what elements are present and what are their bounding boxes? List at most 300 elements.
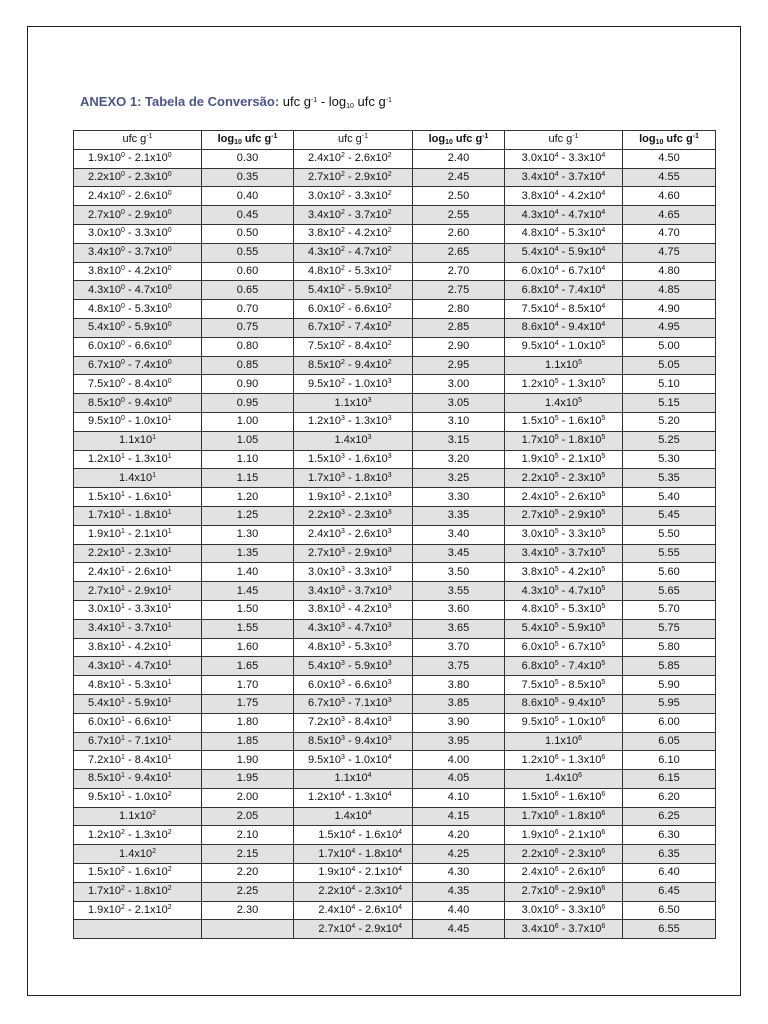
table-row <box>74 807 716 826</box>
ufc-range-cell: $8.6x10^4 - 9.4x10^4$ <box>505 318 623 337</box>
ufc-range-cell: $1.5x10^4 - 1.6x10^4$ <box>294 826 413 845</box>
table-row <box>74 525 716 544</box>
ufc-range-cell: $3.4x10^3 - 3.7x10^3$ <box>294 582 413 601</box>
ufc-range-cell: $1.7x10^2 - 1.8x10^2$ <box>74 882 202 901</box>
log-value-cell: 4.05 <box>413 770 505 789</box>
log-value-cell: 3.20 <box>413 450 505 469</box>
header-log: $\log_{10}$ ufc $g^{-1}$ <box>623 131 716 150</box>
ufc-range-cell: $2.7x10^6 - 2.9x10^6$ <box>505 882 623 901</box>
ufc-range-cell: $3.8x10^2 - 4.2x10^2$ <box>294 224 413 243</box>
table-row <box>74 394 716 413</box>
log-value-cell: 1.85 <box>202 732 294 751</box>
ufc-range-cell: $1.1x10^2$ <box>74 807 202 826</box>
log-value-cell: 6.45 <box>623 882 716 901</box>
ufc-range-cell: $1.4x10^6$ <box>505 770 623 789</box>
ufc-range-cell: $2.2x10^6 - 2.3x10^6$ <box>505 845 623 864</box>
log-value-cell: 2.70 <box>413 262 505 281</box>
table-row <box>74 582 716 601</box>
table-row <box>74 901 716 920</box>
ufc-range-cell: $1.5x10^1 - 1.6x10^1$ <box>74 488 202 507</box>
ufc-range-cell: $1.9x10^3 - 2.1x10^3$ <box>294 488 413 507</box>
table-row <box>74 732 716 751</box>
ufc-range-cell: $8.6x10^5 - 9.4x10^5$ <box>505 694 623 713</box>
log-value-cell: 6.20 <box>623 788 716 807</box>
log-value-cell: 6.25 <box>623 807 716 826</box>
log-value-cell: 4.00 <box>413 751 505 770</box>
ufc-range-cell: $7.5x10^2 - 8.4x10^2$ <box>294 337 413 356</box>
log-value-cell: 5.35 <box>623 469 716 488</box>
ufc-range-cell: $1.2x10^4 - 1.3x10^4$ <box>294 788 413 807</box>
ufc-range-cell: $4.8x10^4 - 5.3x10^4$ <box>505 224 623 243</box>
ufc-range-cell: $5.4x10^0 - 5.9x10^0$ <box>74 318 202 337</box>
log-value-cell: 2.40 <box>413 149 505 168</box>
header-ufc: ufc $g^{-1}$ <box>74 131 202 150</box>
ufc-range-cell: $6.7x10^0 - 7.4x10^0$ <box>74 356 202 375</box>
ufc-range-cell: $4.8x10^2 - 5.3x10^2$ <box>294 262 413 281</box>
header-log: $\log_{10}$ ufc $g^{-1}$ <box>202 131 294 150</box>
ufc-range-cell <box>74 920 202 939</box>
ufc-range-cell: $7.2x10^1 - 8.4x10^1$ <box>74 751 202 770</box>
log-value-cell: 0.35 <box>202 168 294 187</box>
table-row <box>74 412 716 431</box>
log-value-cell: 0.60 <box>202 262 294 281</box>
log-value-cell: 5.70 <box>623 600 716 619</box>
log-value-cell: 0.90 <box>202 375 294 394</box>
table-row <box>74 262 716 281</box>
ufc-range-cell: $4.8x10^5 - 5.3x10^5$ <box>505 600 623 619</box>
log-value-cell: 1.15 <box>202 469 294 488</box>
log-value-cell: 4.35 <box>413 882 505 901</box>
ufc-range-cell: $3.0x10^4 - 3.3x10^4$ <box>505 149 623 168</box>
log-value-cell: 2.80 <box>413 300 505 319</box>
ufc-range-cell: $8.5x10^2 - 9.4x10^2$ <box>294 356 413 375</box>
ufc-range-cell: $6.7x10^3 - 7.1x10^3$ <box>294 694 413 713</box>
ufc-range-cell: $1.7x10^1 - 1.8x10^1$ <box>74 506 202 525</box>
ufc-range-cell: $9.5x10^4 - 1.0x10^5$ <box>505 337 623 356</box>
log-value-cell: 3.05 <box>413 394 505 413</box>
ufc-range-cell: $6.0x10^3 - 6.6x10^3$ <box>294 676 413 695</box>
table-row <box>74 300 716 319</box>
ufc-range-cell: $2.7x10^4 - 2.9x10^4$ <box>294 920 413 939</box>
table-row <box>74 488 716 507</box>
ufc-range-cell: $1.2x10^1 - 1.3x10^1$ <box>74 450 202 469</box>
ufc-range-cell: $6.7x10^2 - 7.4x10^2$ <box>294 318 413 337</box>
log-value-cell: 1.55 <box>202 619 294 638</box>
ufc-range-cell: $2.7x10^3 - 2.9x10^3$ <box>294 544 413 563</box>
table-row <box>74 694 716 713</box>
ufc-range-cell: $3.0x10^0 - 3.3x10^0$ <box>74 224 202 243</box>
ufc-range-cell: $3.0x10^2 - 3.3x10^2$ <box>294 187 413 206</box>
ufc-range-cell: $5.4x10^4 - 5.9x10^4$ <box>505 243 623 262</box>
table-row <box>74 882 716 901</box>
log-value-cell: 4.30 <box>413 864 505 883</box>
log-value-cell: 2.75 <box>413 281 505 300</box>
conversion-table <box>73 130 716 939</box>
ufc-range-cell: $1.2x10^6 - 1.3x10^6$ <box>505 751 623 770</box>
log-value-cell: 2.85 <box>413 318 505 337</box>
log-value-cell: 2.05 <box>202 807 294 826</box>
ufc-range-cell: $2.4x10^1 - 2.6x10^1$ <box>74 563 202 582</box>
log-value-cell: 1.20 <box>202 488 294 507</box>
ufc-range-cell: $6.0x10^1 - 6.6x10^1$ <box>74 713 202 732</box>
ufc-range-cell: $6.7x10^1 - 7.1x10^1$ <box>74 732 202 751</box>
log-value-cell: 5.55 <box>623 544 716 563</box>
log-value-cell: 5.30 <box>623 450 716 469</box>
log-value-cell: 6.55 <box>623 920 716 939</box>
log-value-cell: 1.75 <box>202 694 294 713</box>
table-row <box>74 845 716 864</box>
log-value-cell: 1.00 <box>202 412 294 431</box>
ufc-range-cell: $2.7x10^2 - 2.9x10^2$ <box>294 168 413 187</box>
ufc-range-cell: $6.0x10^2 - 6.6x10^2$ <box>294 300 413 319</box>
log-value-cell: 0.55 <box>202 243 294 262</box>
header-ufc: ufc $g^{-1}$ <box>294 131 413 150</box>
ufc-range-cell: $3.8x10^0 - 4.2x10^0$ <box>74 262 202 281</box>
ufc-range-cell: $8.5x10^0 - 9.4x10^0$ <box>74 394 202 413</box>
table-row <box>74 544 716 563</box>
ufc-range-cell: $5.4x10^3 - 5.9x10^3$ <box>294 657 413 676</box>
log-value-cell: 2.30 <box>202 901 294 920</box>
log-value-cell: 6.05 <box>623 732 716 751</box>
log-value-cell: 5.95 <box>623 694 716 713</box>
log-value-cell: 0.30 <box>202 149 294 168</box>
log-value-cell: 0.75 <box>202 318 294 337</box>
table-row <box>74 657 716 676</box>
table-row <box>74 788 716 807</box>
log-value-cell: 3.35 <box>413 506 505 525</box>
ufc-range-cell: $7.2x10^3 - 8.4x10^3$ <box>294 713 413 732</box>
ufc-range-cell: $3.4x10^6 - 3.7x10^6$ <box>505 920 623 939</box>
log-value-cell: 6.15 <box>623 770 716 789</box>
ufc-range-cell: $1.9x10^1 - 2.1x10^1$ <box>74 525 202 544</box>
log-value-cell: 6.35 <box>623 845 716 864</box>
ufc-range-cell: $1.4x10^5$ <box>505 394 623 413</box>
log-value-cell: 1.70 <box>202 676 294 695</box>
log-value-cell: 1.35 <box>202 544 294 563</box>
log-value-cell: 4.55 <box>623 168 716 187</box>
log-value-cell: 1.90 <box>202 751 294 770</box>
ufc-range-cell: $5.4x10^2 - 5.9x10^2$ <box>294 281 413 300</box>
log-value-cell: 3.80 <box>413 676 505 695</box>
log-value-cell: 5.05 <box>623 356 716 375</box>
log-value-cell: 4.65 <box>623 206 716 225</box>
ufc-range-cell: $1.9x10^2 - 2.1x10^2$ <box>74 901 202 920</box>
log-value-cell: 4.75 <box>623 243 716 262</box>
log-value-cell: 3.95 <box>413 732 505 751</box>
ufc-range-cell: $4.3x10^2 - 4.7x10^2$ <box>294 243 413 262</box>
table-row <box>74 770 716 789</box>
table-row <box>74 149 716 168</box>
log-value-cell: 3.10 <box>413 412 505 431</box>
log-value-cell: 3.15 <box>413 431 505 450</box>
table-row <box>74 864 716 883</box>
table-row <box>74 506 716 525</box>
table-row <box>74 356 716 375</box>
log-value-cell: 5.10 <box>623 375 716 394</box>
log-value-cell: 4.70 <box>623 224 716 243</box>
log-value-cell: 1.05 <box>202 431 294 450</box>
ufc-range-cell: $6.0x10^5 - 6.7x10^5$ <box>505 638 623 657</box>
ufc-range-cell: $2.7x10^0 - 2.9x10^0$ <box>74 206 202 225</box>
ufc-range-cell: $2.4x10^3 - 2.6x10^3$ <box>294 525 413 544</box>
log-value-cell: 5.85 <box>623 657 716 676</box>
ufc-range-cell: $4.3x10^3 - 4.7x10^3$ <box>294 619 413 638</box>
table-row <box>74 600 716 619</box>
log-value-cell: 1.30 <box>202 525 294 544</box>
log-value-cell: 4.50 <box>623 149 716 168</box>
log-value-cell: 3.45 <box>413 544 505 563</box>
log-value-cell: 4.80 <box>623 262 716 281</box>
ufc-range-cell: $3.4x10^0 - 3.7x10^0$ <box>74 243 202 262</box>
ufc-range-cell: $1.9x10^5 - 2.1x10^5$ <box>505 450 623 469</box>
ufc-range-cell: $4.8x10^0 - 5.3x10^0$ <box>74 300 202 319</box>
ufc-range-cell: $1.4x10^1$ <box>74 469 202 488</box>
log-value-cell: 6.50 <box>623 901 716 920</box>
table-row <box>74 619 716 638</box>
table-row <box>74 676 716 695</box>
log-value-cell: 4.10 <box>413 788 505 807</box>
log-value-cell: 4.45 <box>413 920 505 939</box>
table-row <box>74 638 716 657</box>
log-value-cell: 2.20 <box>202 864 294 883</box>
log-value-cell: 1.95 <box>202 770 294 789</box>
log-value-cell: 4.95 <box>623 318 716 337</box>
log-value-cell: 3.55 <box>413 582 505 601</box>
log-value-cell: 1.10 <box>202 450 294 469</box>
log-value-cell: 5.75 <box>623 619 716 638</box>
ufc-range-cell: $6.8x10^5 - 7.4x10^5$ <box>505 657 623 676</box>
log-value-cell: 1.45 <box>202 582 294 601</box>
ufc-range-cell: $5.4x10^1 - 5.9x10^1$ <box>74 694 202 713</box>
ufc-range-cell: $2.4x10^4 - 2.6x10^4$ <box>294 901 413 920</box>
log-value-cell: 1.60 <box>202 638 294 657</box>
log-value-cell: 0.40 <box>202 187 294 206</box>
table-row <box>74 337 716 356</box>
ufc-range-cell: $4.3x10^0 - 4.7x10^0$ <box>74 281 202 300</box>
header-ufc: ufc $g^{-1}$ <box>505 131 623 150</box>
ufc-range-cell: $1.7x10^5 - 1.8x10^5$ <box>505 431 623 450</box>
ufc-range-cell: $3.4x10^5 - 3.7x10^5$ <box>505 544 623 563</box>
ufc-range-cell: $2.2x10^4 - 2.3x10^4$ <box>294 882 413 901</box>
log-value-cell: 2.45 <box>413 168 505 187</box>
log-value-cell: 3.85 <box>413 694 505 713</box>
log-value-cell: 2.65 <box>413 243 505 262</box>
ufc-range-cell: $3.4x10^1 - 3.7x10^1$ <box>74 619 202 638</box>
ufc-range-cell: $4.8x10^3 - 5.3x10^3$ <box>294 638 413 657</box>
log-value-cell: 1.65 <box>202 657 294 676</box>
ufc-range-cell: $2.2x10^1 - 2.3x10^1$ <box>74 544 202 563</box>
ufc-range-cell: $4.8x10^1 - 5.3x10^1$ <box>74 676 202 695</box>
table-row <box>74 920 716 939</box>
log-value-cell: 0.80 <box>202 337 294 356</box>
ufc-range-cell: $1.9x10^6 - 2.1x10^6$ <box>505 826 623 845</box>
log-value-cell: 3.40 <box>413 525 505 544</box>
ufc-range-cell: $1.2x10^3 - 1.3x10^3$ <box>294 412 413 431</box>
ufc-range-cell: $1.1x10^4$ <box>294 770 413 789</box>
log-value-cell: 1.50 <box>202 600 294 619</box>
log-value-cell: 5.90 <box>623 676 716 695</box>
log-value-cell: 5.45 <box>623 506 716 525</box>
log-value-cell: 6.40 <box>623 864 716 883</box>
log-value-cell: 1.40 <box>202 563 294 582</box>
log-value-cell: 4.15 <box>413 807 505 826</box>
ufc-range-cell: $9.5x10^1 - 1.0x10^2$ <box>74 788 202 807</box>
ufc-range-cell: $3.8x10^1 - 4.2x10^1$ <box>74 638 202 657</box>
ufc-range-cell: $1.4x10^3$ <box>294 431 413 450</box>
ufc-range-cell: $1.7x10^6 - 1.8x10^6$ <box>505 807 623 826</box>
ufc-range-cell: $2.2x10^3 - 2.3x10^3$ <box>294 506 413 525</box>
log-value-cell: 4.25 <box>413 845 505 864</box>
ufc-range-cell: $1.5x10^3 - 1.6x10^3$ <box>294 450 413 469</box>
ufc-range-cell: $3.4x10^2 - 3.7x10^2$ <box>294 206 413 225</box>
log-value-cell: 5.60 <box>623 563 716 582</box>
table-row <box>74 281 716 300</box>
ufc-range-cell: $2.2x10^0 - 2.3x10^0$ <box>74 168 202 187</box>
ufc-range-cell: $1.4x10^4$ <box>294 807 413 826</box>
log-value-cell: 0.95 <box>202 394 294 413</box>
ufc-range-cell: $7.5x10^5 - 8.5x10^5$ <box>505 676 623 695</box>
ufc-range-cell: $1.4x10^2$ <box>74 845 202 864</box>
table-row <box>74 318 716 337</box>
ufc-range-cell: $2.4x10^2 - 2.6x10^2$ <box>294 149 413 168</box>
log-value-cell: 5.25 <box>623 431 716 450</box>
ufc-range-cell: $7.5x10^0 - 8.4x10^0$ <box>74 375 202 394</box>
header-row <box>74 131 716 150</box>
log-value-cell: 2.00 <box>202 788 294 807</box>
ufc-range-cell: $2.4x10^0 - 2.6x10^0$ <box>74 187 202 206</box>
ufc-range-cell: $3.8x10^4 - 4.2x10^4$ <box>505 187 623 206</box>
ufc-range-cell: $1.5x10^6 - 1.6x10^6$ <box>505 788 623 807</box>
log-value-cell: 3.65 <box>413 619 505 638</box>
log-value-cell: 3.90 <box>413 713 505 732</box>
ufc-range-cell: $3.4x10^4 - 3.7x10^4$ <box>505 168 623 187</box>
table-row <box>74 469 716 488</box>
log-value-cell: 5.15 <box>623 394 716 413</box>
log-value-cell: 1.25 <box>202 506 294 525</box>
ufc-range-cell: $3.0x10^5 - 3.3x10^5$ <box>505 525 623 544</box>
ufc-range-cell: $1.1x10^1$ <box>74 431 202 450</box>
log-value-cell: 2.10 <box>202 826 294 845</box>
log-value-cell: 0.50 <box>202 224 294 243</box>
log-value-cell: 2.15 <box>202 845 294 864</box>
log-value-cell <box>202 920 294 939</box>
ufc-range-cell: $3.0x10^1 - 3.3x10^1$ <box>74 600 202 619</box>
log-value-cell: 4.20 <box>413 826 505 845</box>
ufc-range-cell: $7.5x10^4 - 8.5x10^4$ <box>505 300 623 319</box>
log-value-cell: 2.55 <box>413 206 505 225</box>
ufc-range-cell: $4.3x10^1 - 4.7x10^1$ <box>74 657 202 676</box>
title-label: ANEXO 1: Tabela de Conversão: <box>80 94 280 109</box>
ufc-range-cell: $3.0x10^3 - 3.3x10^3$ <box>294 563 413 582</box>
ufc-range-cell: $8.5x10^1 - 9.4x10^1$ <box>74 770 202 789</box>
ufc-range-cell: $2.4x10^5 - 2.6x10^5$ <box>505 488 623 507</box>
log-value-cell: 3.75 <box>413 657 505 676</box>
log-value-cell: 4.85 <box>623 281 716 300</box>
log-value-cell: 4.40 <box>413 901 505 920</box>
ufc-range-cell: $1.2x10^5 - 1.3x10^5$ <box>505 375 623 394</box>
table-row <box>74 224 716 243</box>
log-value-cell: 5.50 <box>623 525 716 544</box>
log-value-cell: 5.80 <box>623 638 716 657</box>
log-value-cell: 3.60 <box>413 600 505 619</box>
log-value-cell: 5.40 <box>623 488 716 507</box>
log-value-cell: 0.65 <box>202 281 294 300</box>
table-row <box>74 243 716 262</box>
log-value-cell: 3.50 <box>413 563 505 582</box>
table-row <box>74 206 716 225</box>
ufc-range-cell: $2.7x10^5 - 2.9x10^5$ <box>505 506 623 525</box>
title-text: ufc $g^{-1} - \log_{10}$ ufc $g^{-1}$ <box>282 94 392 110</box>
table-row <box>74 751 716 770</box>
ufc-range-cell: $2.7x10^1 - 2.9x10^1$ <box>74 582 202 601</box>
ufc-range-cell: $2.4x10^6 - 2.6x10^6$ <box>505 864 623 883</box>
log-value-cell: 0.45 <box>202 206 294 225</box>
ufc-range-cell: $3.0x10^6 - 3.3x10^6$ <box>505 901 623 920</box>
log-value-cell: 5.65 <box>623 582 716 601</box>
ufc-range-cell: $1.1x10^5$ <box>505 356 623 375</box>
ufc-range-cell: $1.2x10^2 - 1.3x10^2$ <box>74 826 202 845</box>
log-value-cell: 2.95 <box>413 356 505 375</box>
ufc-range-cell: $1.7x10^3 - 1.8x10^3$ <box>294 469 413 488</box>
log-value-cell: 2.60 <box>413 224 505 243</box>
log-value-cell: 5.00 <box>623 337 716 356</box>
ufc-range-cell: $1.5x10^5 - 1.6x10^5$ <box>505 412 623 431</box>
ufc-range-cell: $5.4x10^5 - 5.9x10^5$ <box>505 619 623 638</box>
ufc-range-cell: $9.5x10^2 - 1.0x10^3$ <box>294 375 413 394</box>
ufc-range-cell: $9.5x10^0 - 1.0x10^1$ <box>74 412 202 431</box>
ufc-range-cell: $1.1x10^3$ <box>294 394 413 413</box>
ufc-range-cell: $6.0x10^4 - 6.7x10^4$ <box>505 262 623 281</box>
ufc-range-cell: $3.8x10^5 - 4.2x10^5$ <box>505 563 623 582</box>
ufc-range-cell: $8.5x10^3 - 9.4x10^3$ <box>294 732 413 751</box>
log-value-cell: 3.30 <box>413 488 505 507</box>
table-row <box>74 450 716 469</box>
header-log: $\log_{10}$ ufc $g^{-1}$ <box>413 131 505 150</box>
log-value-cell: 0.70 <box>202 300 294 319</box>
log-value-cell: 4.90 <box>623 300 716 319</box>
table-row <box>74 187 716 206</box>
log-value-cell: 3.00 <box>413 375 505 394</box>
table-row <box>74 826 716 845</box>
log-value-cell: 5.20 <box>623 412 716 431</box>
log-value-cell: 3.70 <box>413 638 505 657</box>
ufc-range-cell: $6.0x10^0 - 6.6x10^0$ <box>74 337 202 356</box>
table-row <box>74 431 716 450</box>
ufc-range-cell: $1.7x10^4 - 1.8x10^4$ <box>294 845 413 864</box>
table-row <box>74 563 716 582</box>
log-value-cell: 6.00 <box>623 713 716 732</box>
ufc-range-cell: $9.5x10^3 - 1.0x10^4$ <box>294 751 413 770</box>
ufc-range-cell: $1.9x10^0 - 2.1x10^0$ <box>74 149 202 168</box>
ufc-range-cell: $2.2x10^5 - 2.3x10^5$ <box>505 469 623 488</box>
log-value-cell: 0.85 <box>202 356 294 375</box>
ufc-range-cell: $4.3x10^4 - 4.7x10^4$ <box>505 206 623 225</box>
page-title <box>80 94 392 109</box>
ufc-range-cell: $6.8x10^4 - 7.4x10^4$ <box>505 281 623 300</box>
log-value-cell: 2.90 <box>413 337 505 356</box>
ufc-range-cell: $1.5x10^2 - 1.6x10^2$ <box>74 864 202 883</box>
ufc-range-cell: $1.9x10^4 - 2.1x10^4$ <box>294 864 413 883</box>
log-value-cell: 3.25 <box>413 469 505 488</box>
log-value-cell: 2.25 <box>202 882 294 901</box>
ufc-range-cell: $1.1x10^6$ <box>505 732 623 751</box>
table-row <box>74 713 716 732</box>
log-value-cell: 6.30 <box>623 826 716 845</box>
table-row <box>74 375 716 394</box>
log-value-cell: 6.10 <box>623 751 716 770</box>
log-value-cell: 4.60 <box>623 187 716 206</box>
ufc-range-cell: $9.5x10^5 - 1.0x10^6$ <box>505 713 623 732</box>
